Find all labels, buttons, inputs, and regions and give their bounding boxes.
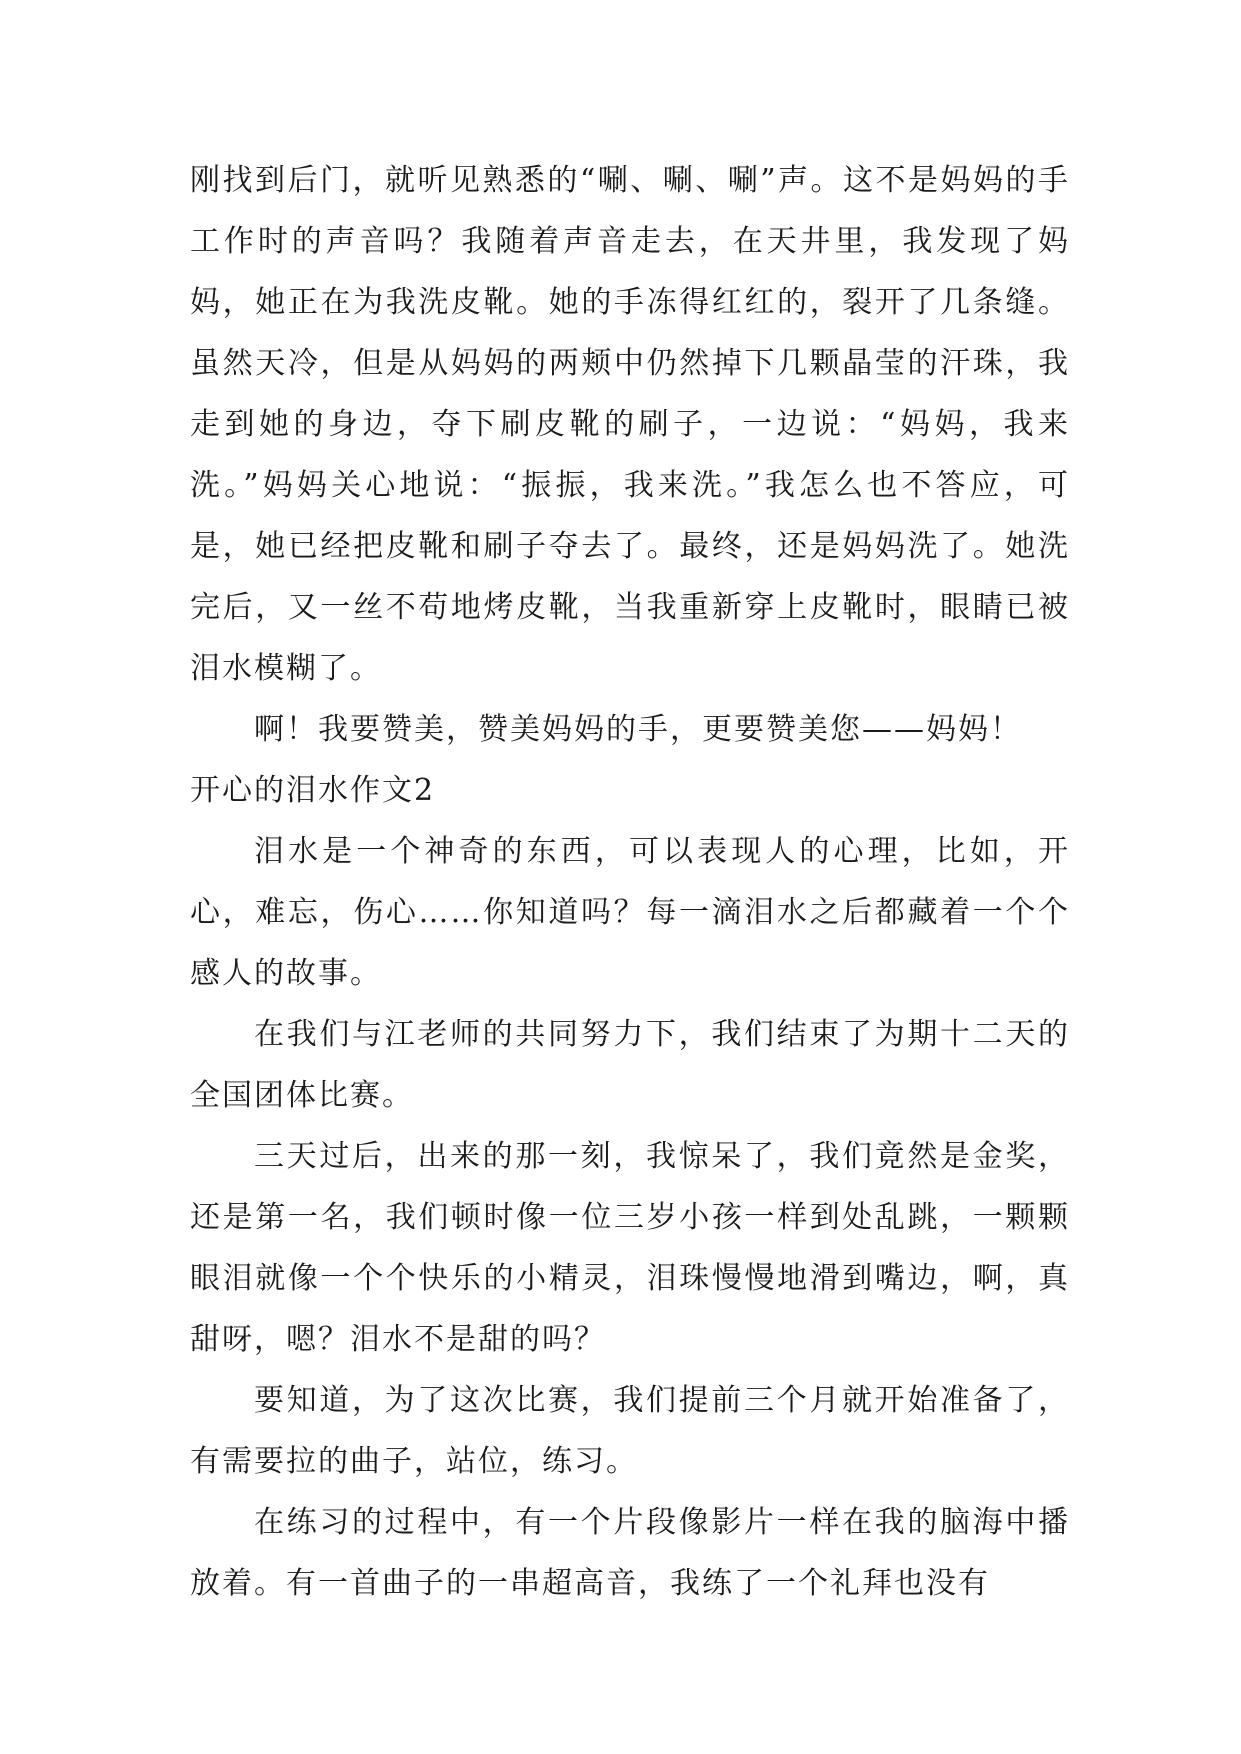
paragraph-praise: 啊！我要赞美，赞美妈妈的手，更要赞美您——妈妈！ (254, 712, 1022, 747)
document-body (190, 150, 1070, 1614)
paragraph-mother-boots: 刚找到后门，就听见熟悉的“唰、唰、唰”声。这不是妈妈的手工作时的声音吗？我随着声音走去，在天井里，我发现了妈妈，她正在为我洗皮靴。她的手冻得红红的，裂开了几条缝。虽然天冷，但是从妈妈的两颊中仍然掉下几颗晶莹的汗珠，我走到她的身边，夺下刷皮靴的刷子，一边说：“妈妈，我来洗。”妈妈关心地说：“振振，我来洗。”我怎么也不答应，可是，她已经把皮靴和刷子夺去了。最终，还是妈妈洗了。她洗完后，又一丝不苟地烤皮靴，当我重新穿上皮靴时，眼睛已被泪水模糊了。 (190, 163, 1070, 686)
paragraph-tears-intro: 泪水是一个神奇的东西，可以表现人的心理，比如，开心，难忘，伤心……你知道吗？每一滴泪水之后都藏着一个个感人的故事。 (190, 834, 1070, 991)
essay-title: 开心的泪水作文2 (190, 773, 436, 808)
paragraph-competition: 在我们与江老师的共同努力下，我们结束了为期十二天的全国团体比赛。 (190, 1017, 1070, 1113)
paragraph-gold-award: 三天过后，出来的那一刻，我惊呆了，我们竟然是金奖，还是第一名，我们顿时像一位三岁小孩一样到处乱跳，一颗颗眼泪就像一个个快乐的小精灵，泪珠慢慢地滑到嘴边，啊，真甜呀，嗯？泪水不是甜的吗？ (190, 1139, 1070, 1357)
paragraph-practice: 在练习的过程中，有一个片段像影片一样在我的脑海中播放着。有一首曲子的一串超高音，我练了一个礼拜也没有 (190, 1505, 1070, 1601)
paragraph-preparation: 要知道，为了这次比赛，我们提前三个月就开始准备了，有需要拉的曲子，站位，练习。 (190, 1383, 1070, 1479)
